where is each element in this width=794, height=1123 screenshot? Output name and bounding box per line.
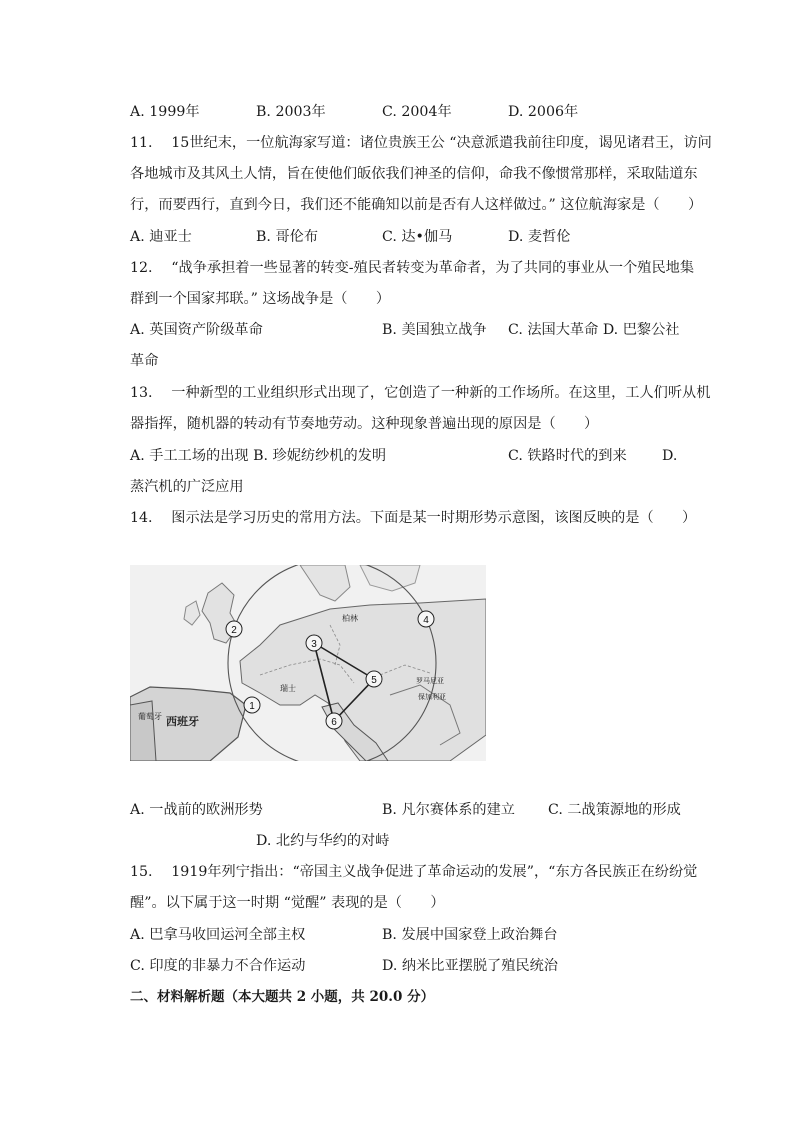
q12-option-a: A. 英国资产阶级革命 bbox=[130, 322, 263, 338]
q13-stem-line: 器指挥，随机器的转动有节奏地劳动。这种现象普遍出现的原因是（ ） bbox=[130, 416, 599, 432]
q14-option-d: D. 北约与华约的对峙 bbox=[256, 833, 390, 849]
map-marker-5: 5 bbox=[371, 675, 377, 686]
q12-stem-line: 群到一个国家邦联。” 这场战争是（ ） bbox=[130, 291, 391, 307]
q10-option-a: A. 1999年 bbox=[130, 104, 200, 120]
q13-stem-line: 13. 一种新型的工业组织形式出现了，它创造了一种新的工作场所。在这里，工人们听从机 bbox=[130, 385, 711, 401]
q14-stem-line: 14. 图示法是学习历史的常用方法。下面是某一时期形势示意图，该图反映的是（ ） bbox=[130, 510, 697, 526]
q13-option-wrap: 蒸汽机的广泛应用 bbox=[130, 479, 244, 495]
map-label-switzerland: 瑞士 bbox=[280, 684, 296, 693]
q15-option-a: A. 巴拿马收回运河全部主权 bbox=[130, 927, 306, 943]
q15-option-d: D. 纳米比亚摆脱了殖民统治 bbox=[382, 958, 558, 974]
q13-option-ab: A. 手工工场的出现 B. 珍妮纺纱机的发明 bbox=[130, 448, 387, 464]
q11-option-b: B. 哥伦布 bbox=[256, 229, 319, 245]
q15-option-c: C. 印度的非暴力不合作运动 bbox=[130, 958, 306, 974]
q15-stem-line: 醒”。以下属于这一时期 “觉醒” 表现的是（ ） bbox=[130, 895, 445, 911]
map-marker-1: 1 bbox=[249, 701, 255, 712]
q11-stem-line: 11. 15世纪末，一位航海家写道：诸位贵族王公 “决意派遣我前往印度，谒见诸君王，访问 bbox=[130, 135, 712, 151]
map-label-spain: 西班牙 bbox=[166, 715, 199, 728]
map-label-berlin: 柏林 bbox=[342, 614, 358, 623]
europe-situation-map bbox=[130, 565, 486, 761]
q12-option-cd: C. 法国大革命 D. 巴黎公社 bbox=[508, 322, 680, 338]
q10-option-b: B. 2003年 bbox=[256, 104, 326, 120]
map-label-romania: 罗马尼亚 bbox=[416, 677, 444, 685]
q11-option-c: C. 达•伽马 bbox=[382, 229, 453, 245]
q14-option-c: C. 二战策源地的形成 bbox=[548, 802, 681, 818]
q15-option-b: B. 发展中国家登上政治舞台 bbox=[382, 927, 558, 943]
q12-option-wrap: 革命 bbox=[130, 353, 159, 369]
section-heading: 二、材料解析题（本大题共 2 小题，共 20.0 分） bbox=[130, 989, 435, 1005]
q14-option-a: A. 一战前的欧洲形势 bbox=[130, 802, 263, 818]
q15-stem-line: 15. 1919年列宁指出：“帝国主义战争促进了革命运动的发展”，“东方各民族正在纷纷觉 bbox=[130, 864, 698, 880]
map-marker-4: 4 bbox=[423, 615, 429, 626]
q13-option-c: C. 铁路时代的到来 bbox=[508, 448, 627, 464]
map-marker-3: 3 bbox=[311, 639, 317, 650]
q11-option-a: A. 迪亚士 bbox=[130, 229, 192, 245]
map-label-bulgaria: 保加利亚 bbox=[418, 693, 446, 701]
q13-option-d: D. bbox=[662, 448, 678, 464]
q12-option-b: B. 美国独立战争 bbox=[382, 322, 487, 338]
q14-option-b: B. 凡尔赛体系的建立 bbox=[382, 802, 515, 818]
q11-stem-line: 行，而要西行，直到今日，我们还不能确知以前是否有人这样做过。” 这位航海家是（ ） bbox=[130, 197, 703, 213]
q12-stem-line: 12. “战争承担着一些显著的转变-殖民者转变为革命者，为了共同的事业从一个殖民地集 bbox=[130, 260, 695, 276]
q11-stem-line: 各地城市及其风土人情，旨在使他们皈依我们神圣的信仰，命我不像惯常那样，采取陆道东 bbox=[130, 166, 698, 182]
q10-option-d: D. 2006年 bbox=[508, 104, 579, 120]
map-marker-2: 2 bbox=[231, 625, 237, 636]
map-label-portugal: 葡萄牙 bbox=[138, 712, 162, 721]
q11-option-d: D. 麦哲伦 bbox=[508, 229, 571, 245]
q10-option-c: C. 2004年 bbox=[382, 104, 452, 120]
map-marker-6: 6 bbox=[331, 717, 337, 728]
